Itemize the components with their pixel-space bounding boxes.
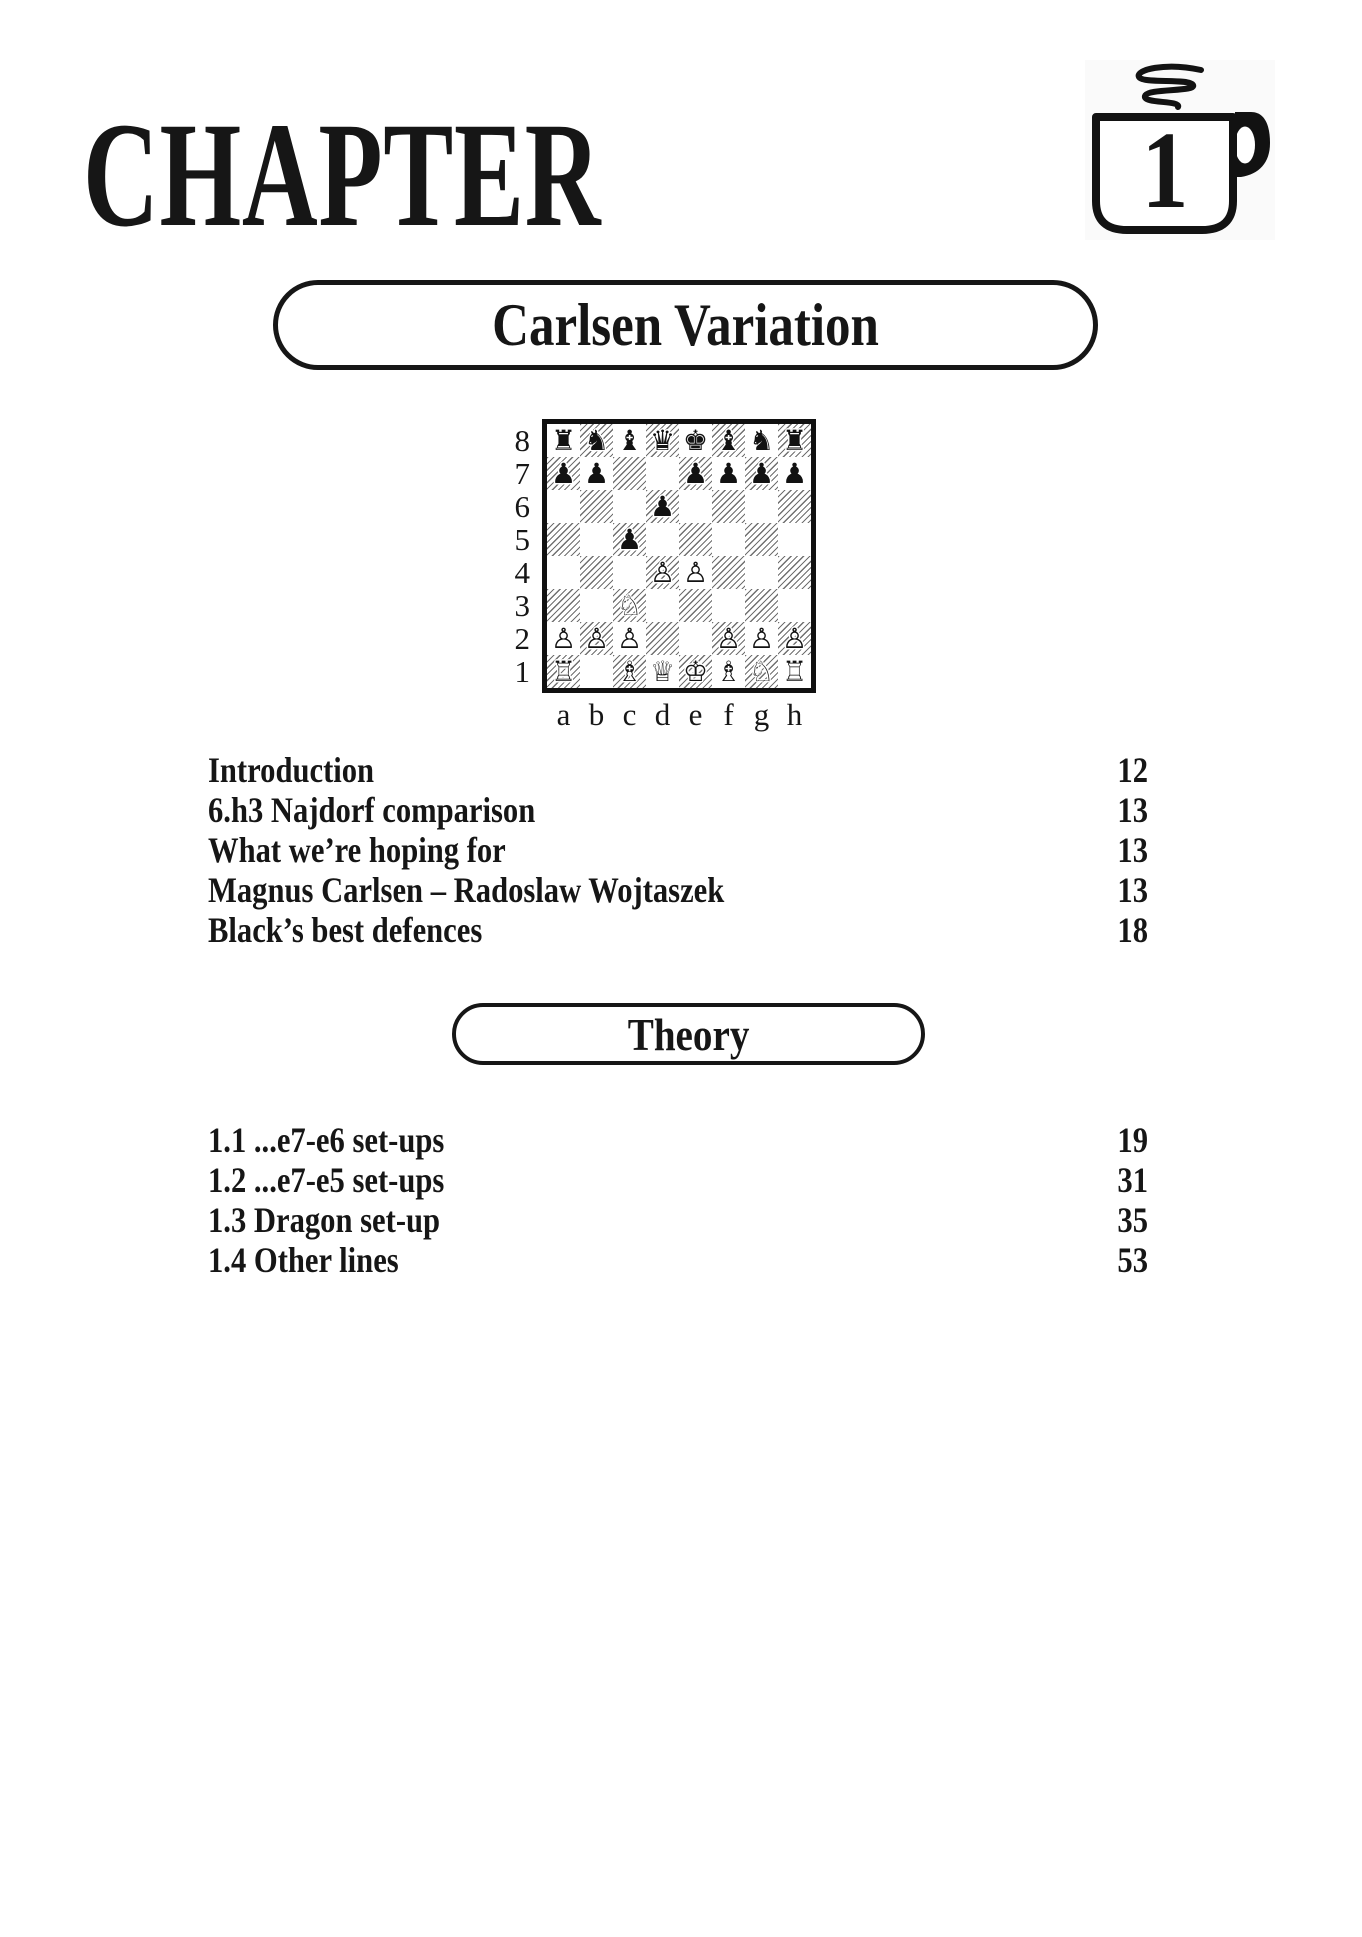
rank-label: 8	[514, 423, 530, 458]
board-square	[580, 457, 613, 490]
board-square	[547, 556, 580, 589]
toc-entry-label: What we’re hoping for	[208, 830, 506, 870]
chapter-number-badge	[1085, 60, 1275, 240]
toc-entry	[208, 870, 1148, 910]
chess-diagram	[505, 419, 816, 733]
chapter-number: 1	[1141, 109, 1189, 231]
white-piece: ♗	[616, 654, 643, 688]
rank-labels	[505, 419, 542, 693]
toc-entry-page-number: 31	[1117, 1160, 1148, 1200]
board-square	[580, 556, 613, 589]
board-square	[778, 424, 811, 457]
board-square	[646, 556, 679, 589]
black-piece: ♛	[649, 423, 676, 457]
toc-entry-page-number: 35	[1117, 1200, 1148, 1240]
board-square	[712, 457, 745, 490]
board-square	[646, 622, 679, 655]
toc-entry-page-number: 12	[1117, 750, 1148, 790]
board-square	[712, 523, 745, 556]
board-square	[547, 655, 580, 688]
board-square	[580, 490, 613, 523]
theory-title-box	[452, 1003, 925, 1065]
rank-label: 3	[514, 588, 530, 623]
cup-handle-hole	[1235, 127, 1255, 164]
board-square	[613, 622, 646, 655]
black-piece: ♜	[781, 423, 808, 457]
board-square	[547, 457, 580, 490]
toc-entry-page-number: 13	[1117, 870, 1148, 910]
board-square	[679, 490, 712, 523]
board-square	[745, 523, 778, 556]
board-square	[778, 556, 811, 589]
toc-entry-page-number: 19	[1117, 1120, 1148, 1160]
toc-entry-label: 1.3 Dragon set-up	[208, 1200, 441, 1240]
chess-board	[542, 419, 816, 693]
file-label: a	[556, 697, 571, 732]
theory-contents-list	[208, 1120, 1148, 1280]
file-label: b	[588, 697, 605, 732]
board-square	[679, 523, 712, 556]
board-square	[745, 424, 778, 457]
board-square	[745, 655, 778, 688]
board-square	[547, 523, 580, 556]
file-label: h	[786, 697, 803, 732]
white-piece: ♘	[748, 654, 775, 688]
toc-entry-page-number: 18	[1117, 910, 1148, 950]
board-square	[745, 490, 778, 523]
board-square	[580, 589, 613, 622]
board-square	[778, 523, 811, 556]
board-square	[547, 424, 580, 457]
variation-title-box	[273, 280, 1098, 370]
white-piece: ♙	[649, 555, 676, 589]
board-square	[778, 655, 811, 688]
black-piece: ♞	[748, 423, 775, 457]
board-square	[712, 622, 745, 655]
toc-entry	[208, 1240, 1148, 1280]
white-piece: ♘	[616, 588, 643, 622]
board-square	[580, 622, 613, 655]
board-square	[613, 424, 646, 457]
board-square	[646, 490, 679, 523]
toc-entry	[208, 910, 1148, 950]
white-piece: ♖	[550, 654, 577, 688]
white-piece: ♙	[682, 555, 709, 589]
black-piece: ♟	[550, 456, 577, 490]
board-square	[745, 457, 778, 490]
file-labels	[547, 693, 811, 733]
rank-label: 5	[514, 522, 530, 557]
board-square	[712, 424, 745, 457]
white-piece: ♖	[781, 654, 808, 688]
board-square	[613, 523, 646, 556]
board-square	[679, 424, 712, 457]
board-square	[547, 589, 580, 622]
file-label: e	[688, 697, 703, 732]
file-label: d	[654, 697, 671, 732]
toc-entry-label: 1.1 ...e7-e6 set-ups	[208, 1120, 445, 1160]
board-square	[613, 655, 646, 688]
toc-entry	[208, 790, 1148, 830]
black-piece: ♜	[550, 423, 577, 457]
black-piece: ♝	[616, 423, 643, 457]
board-square	[580, 523, 613, 556]
white-piece: ♙	[715, 621, 742, 655]
toc-entry-page-number: 13	[1117, 790, 1148, 830]
board-square	[547, 490, 580, 523]
board-square	[646, 655, 679, 688]
board-square	[679, 655, 712, 688]
toc-entry	[208, 830, 1148, 870]
black-piece: ♟	[715, 456, 742, 490]
toc-entry	[208, 1160, 1148, 1200]
toc-entry-label: Introduction	[208, 750, 375, 790]
white-piece: ♔	[682, 654, 709, 688]
board-square	[712, 589, 745, 622]
board-square	[712, 655, 745, 688]
toc-entry	[208, 1120, 1148, 1160]
board-square	[745, 622, 778, 655]
white-piece: ♙	[550, 621, 577, 655]
board-square	[613, 490, 646, 523]
board-square	[613, 589, 646, 622]
steam-squiggle	[1139, 67, 1201, 107]
board-square	[679, 589, 712, 622]
board-square	[646, 589, 679, 622]
board-square	[613, 457, 646, 490]
white-piece: ♙	[748, 621, 775, 655]
toc-entry-label: Black’s best defences	[208, 910, 483, 950]
board-square	[778, 457, 811, 490]
board-square	[547, 622, 580, 655]
toc-entry-page-number: 53	[1117, 1240, 1148, 1280]
theory-title: Theory	[627, 1008, 750, 1060]
black-piece: ♞	[583, 423, 610, 457]
file-label: f	[723, 697, 734, 732]
board-square	[613, 556, 646, 589]
white-piece: ♕	[649, 654, 676, 688]
board-square	[712, 556, 745, 589]
board-square	[745, 556, 778, 589]
board-square	[679, 622, 712, 655]
black-piece: ♟	[616, 522, 643, 556]
board-square	[580, 655, 613, 688]
chapter-heading	[83, 92, 823, 258]
board-square	[712, 490, 745, 523]
toc-entry-label: 1.2 ...e7-e5 set-ups	[208, 1160, 445, 1200]
toc-entry-label: 6.h3 Najdorf comparison	[208, 790, 536, 830]
white-piece: ♙	[781, 621, 808, 655]
black-piece: ♟	[682, 456, 709, 490]
rank-label: 7	[514, 456, 530, 491]
black-piece: ♟	[748, 456, 775, 490]
toc-entry-label: 1.4 Other lines	[208, 1240, 399, 1280]
board-square	[679, 457, 712, 490]
board-square	[745, 589, 778, 622]
chapter-contents-list	[208, 750, 1148, 950]
board-square	[646, 424, 679, 457]
white-piece: ♙	[583, 621, 610, 655]
black-piece: ♟	[583, 456, 610, 490]
black-piece: ♟	[649, 489, 676, 523]
board-square	[646, 523, 679, 556]
board-square	[580, 424, 613, 457]
rank-label: 6	[514, 489, 530, 524]
black-piece: ♝	[715, 423, 742, 457]
board-square	[646, 457, 679, 490]
board-square	[778, 490, 811, 523]
white-piece: ♙	[616, 621, 643, 655]
toc-entry-label: Magnus Carlsen – Radoslaw Wojtaszek	[208, 870, 725, 910]
white-piece: ♗	[715, 654, 742, 688]
rank-label: 1	[514, 654, 530, 689]
file-label: g	[753, 697, 770, 732]
board-square	[778, 589, 811, 622]
board-square	[778, 622, 811, 655]
black-piece: ♟	[781, 456, 808, 490]
toc-entry-page-number: 13	[1117, 830, 1148, 870]
toc-entry	[208, 750, 1148, 790]
file-label: c	[622, 697, 637, 732]
rank-label: 4	[514, 555, 530, 590]
chapter-heading-text: CHAPTER	[83, 92, 602, 258]
black-piece: ♚	[682, 423, 709, 457]
variation-title: Carlsen Variation	[492, 291, 879, 358]
rank-label: 2	[514, 621, 530, 656]
toc-entry	[208, 1200, 1148, 1240]
board-square	[679, 556, 712, 589]
